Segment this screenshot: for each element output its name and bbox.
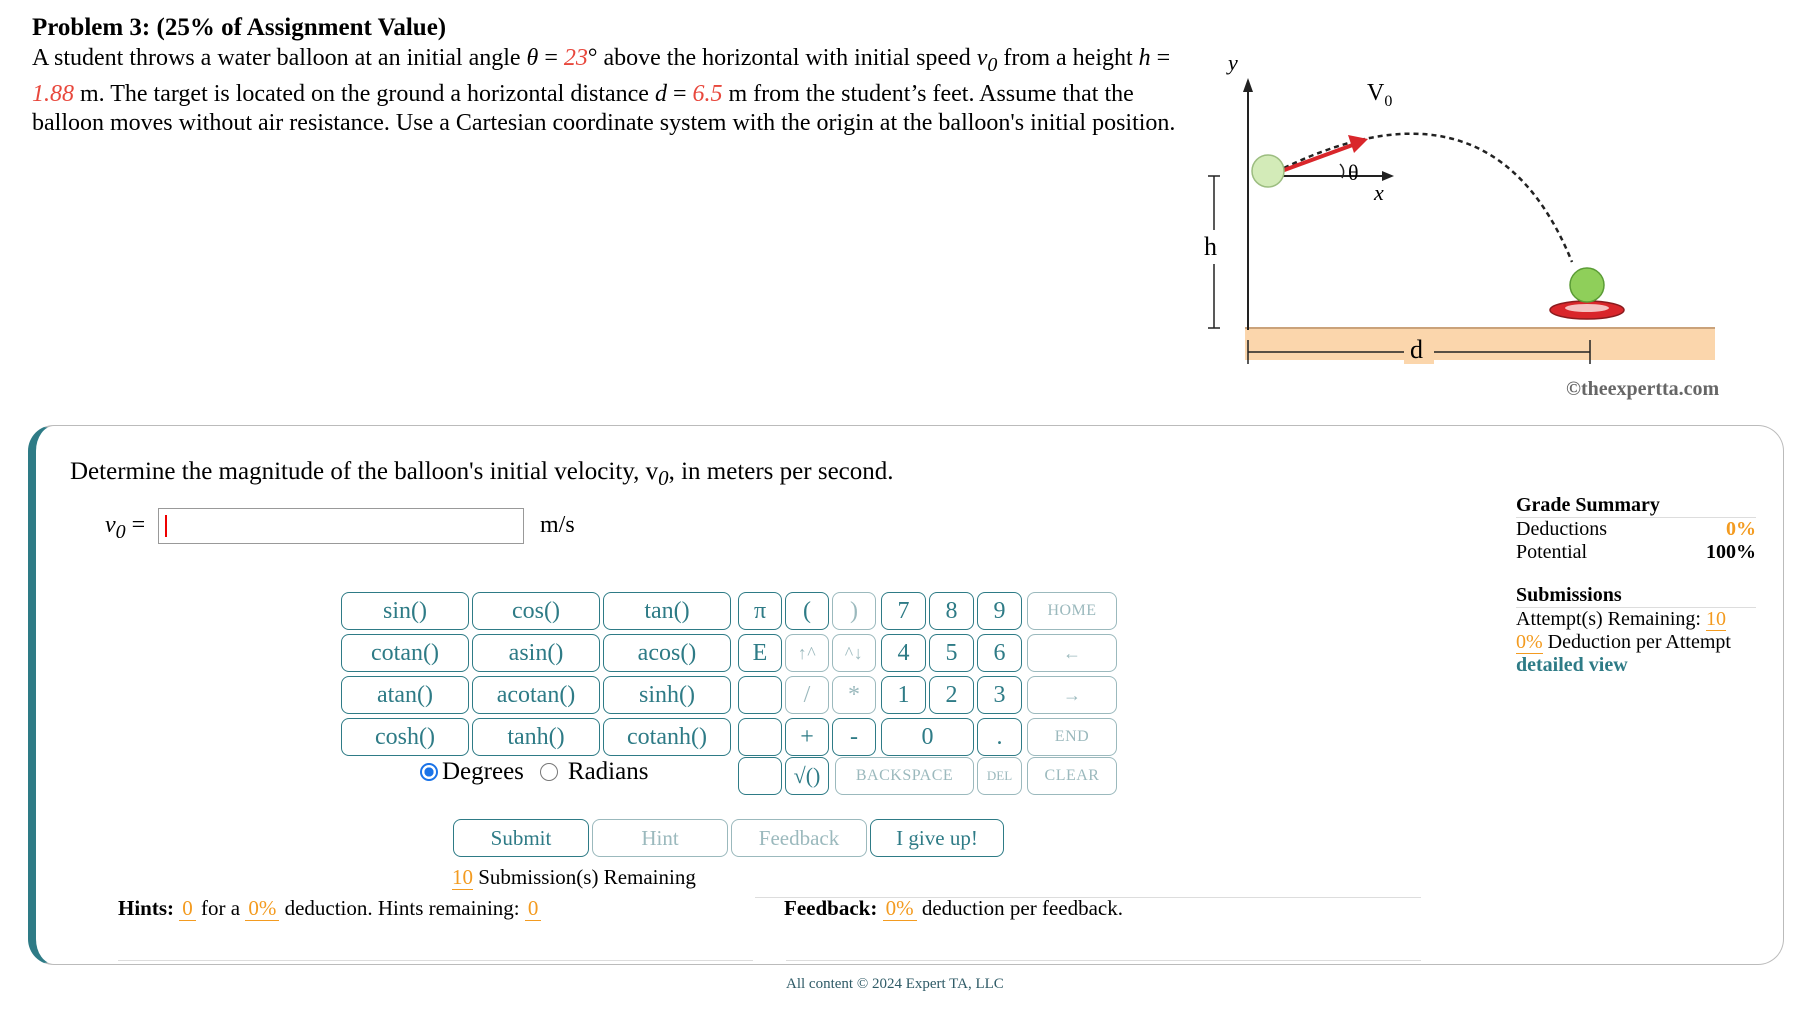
key-4[interactable]: 4 [881, 634, 926, 672]
key-8[interactable]: 8 [929, 592, 974, 630]
footer-copyright: All content © 2024 Expert TA, LLC [786, 976, 1004, 992]
submissions-remaining: 10 Submission(s) Remaining [452, 865, 696, 889]
key-sinh[interactable]: sinh() [603, 676, 731, 714]
degrees-radio[interactable] [420, 763, 438, 781]
give-up-button[interactable]: I give up! [870, 819, 1004, 857]
key-clear[interactable]: CLEAR [1027, 757, 1117, 795]
deductions-value: 0% [1726, 518, 1756, 540]
h-label: h [1204, 232, 1217, 261]
key-power-up[interactable]: ↑^ [785, 634, 829, 672]
y-axis-label: y [1228, 50, 1238, 75]
key-1[interactable]: 1 [881, 676, 926, 714]
key-divide[interactable]: / [785, 676, 829, 714]
d-label: d [1410, 335, 1423, 364]
key-acos[interactable]: acos() [603, 634, 731, 672]
key-e[interactable]: E [738, 634, 782, 672]
key-plus[interactable]: + [785, 718, 829, 756]
feedback-button[interactable]: Feedback [731, 819, 867, 857]
key-cos[interactable]: cos() [472, 592, 600, 630]
key-backspace[interactable]: BACKSPACE [835, 757, 974, 795]
attempts-remaining: Attempt(s) Remaining: 10 [1516, 608, 1726, 630]
key-cosh[interactable]: cosh() [341, 718, 469, 756]
key-acotan[interactable]: acotan() [472, 676, 600, 714]
key-power-down[interactable]: ^↓ [832, 634, 876, 672]
deductions-row: Deductions 0% [1516, 518, 1756, 540]
angle-mode-group [420, 758, 648, 786]
balloon-start [1252, 155, 1284, 187]
theta-label: θ [1348, 160, 1359, 185]
hint-button[interactable]: Hint [592, 819, 728, 857]
key-right-paren[interactable]: ) [832, 592, 876, 630]
text-cursor [165, 515, 167, 537]
key-tan[interactable]: tan() [603, 592, 731, 630]
submit-button[interactable]: Submit [453, 819, 589, 857]
radians-label: Radians [567, 758, 649, 785]
ground [1245, 328, 1715, 360]
projectile-diagram [1190, 40, 1790, 410]
key-9[interactable]: 9 [977, 592, 1022, 630]
key-asin[interactable]: asin() [472, 634, 600, 672]
key-cursor-right[interactable]: → [1027, 676, 1117, 714]
key-minus[interactable]: - [832, 718, 876, 756]
key-blank-2[interactable] [738, 718, 782, 756]
key-3[interactable]: 3 [977, 676, 1022, 714]
key-pi[interactable]: π [738, 592, 782, 630]
key-tanh[interactable]: tanh() [472, 718, 600, 756]
key-decimal[interactable]: . [977, 718, 1022, 756]
divider-hints [118, 960, 753, 961]
key-5[interactable]: 5 [929, 634, 974, 672]
answer-label: $v_0$ = [105, 512, 146, 543]
degrees-label: Degrees [442, 758, 524, 785]
potential-value: 100% [1706, 541, 1756, 563]
key-left-paren[interactable]: ( [785, 592, 829, 630]
problem-title: Problem 3: (25% of Assignment Value) [32, 14, 447, 41]
problem-statement: A student throws a water balloon at an initial angle θ = 23° above the horizontal with initial speed $v_0$ from a height h = 1.88 m. The target is located on the ground a horizontal distance d = 6.5 m from the student’s feet. Assume that the balloon moves without air resistance. Use a Cartesian coordinate system with the origin at the balloon's initial position. [32, 45, 1176, 136]
deduction-per-attempt: 0% Deduction per Attempt [1516, 631, 1731, 653]
key-blank-1[interactable] [738, 676, 782, 714]
key-delete[interactable]: DEL [977, 757, 1022, 795]
question-text: Determine the magnitude of the balloon's initial velocity, $v_0$, in meters per second. [70, 458, 894, 490]
unit-label: m/s [540, 512, 575, 538]
key-7[interactable]: 7 [881, 592, 926, 630]
key-blank-3[interactable] [738, 757, 782, 795]
radians-radio[interactable] [540, 763, 558, 781]
trajectory [1268, 134, 1572, 262]
key-cotan[interactable]: cotan() [341, 634, 469, 672]
potential-row: Potential 100% [1516, 541, 1756, 563]
key-sin[interactable]: sin() [341, 592, 469, 630]
key-cotanh[interactable]: cotanh() [603, 718, 731, 756]
x-axis-label: x [1374, 180, 1384, 205]
key-cursor-left[interactable]: ← [1027, 634, 1117, 672]
key-6[interactable]: 6 [977, 634, 1022, 672]
key-end[interactable]: END [1027, 718, 1117, 756]
key-home[interactable]: HOME [1027, 592, 1117, 630]
answer-input[interactable] [158, 508, 524, 544]
key-multiply[interactable]: * [832, 676, 876, 714]
key-sqrt[interactable]: √() [785, 757, 829, 795]
v0-label: $V_0$ [1367, 80, 1393, 110]
key-atan[interactable]: atan() [341, 676, 469, 714]
copyright-watermark: ©theexpertta.com [1566, 378, 1720, 400]
feedback-info: Feedback: 0% deduction per feedback. [784, 896, 1123, 920]
key-0[interactable]: 0 [881, 718, 974, 756]
hints-info: Hints: 0 for a 0% deduction. Hints remaining: 0 [118, 896, 541, 921]
grade-summary [1516, 494, 1756, 677]
submissions-title: Submissions [1516, 584, 1756, 608]
divider-feedback [786, 960, 1421, 961]
key-2[interactable]: 2 [929, 676, 974, 714]
detailed-view-link[interactable]: detailed view [1516, 654, 1628, 676]
balloon-target [1570, 268, 1604, 302]
grade-summary-title: Grade Summary [1516, 494, 1756, 518]
